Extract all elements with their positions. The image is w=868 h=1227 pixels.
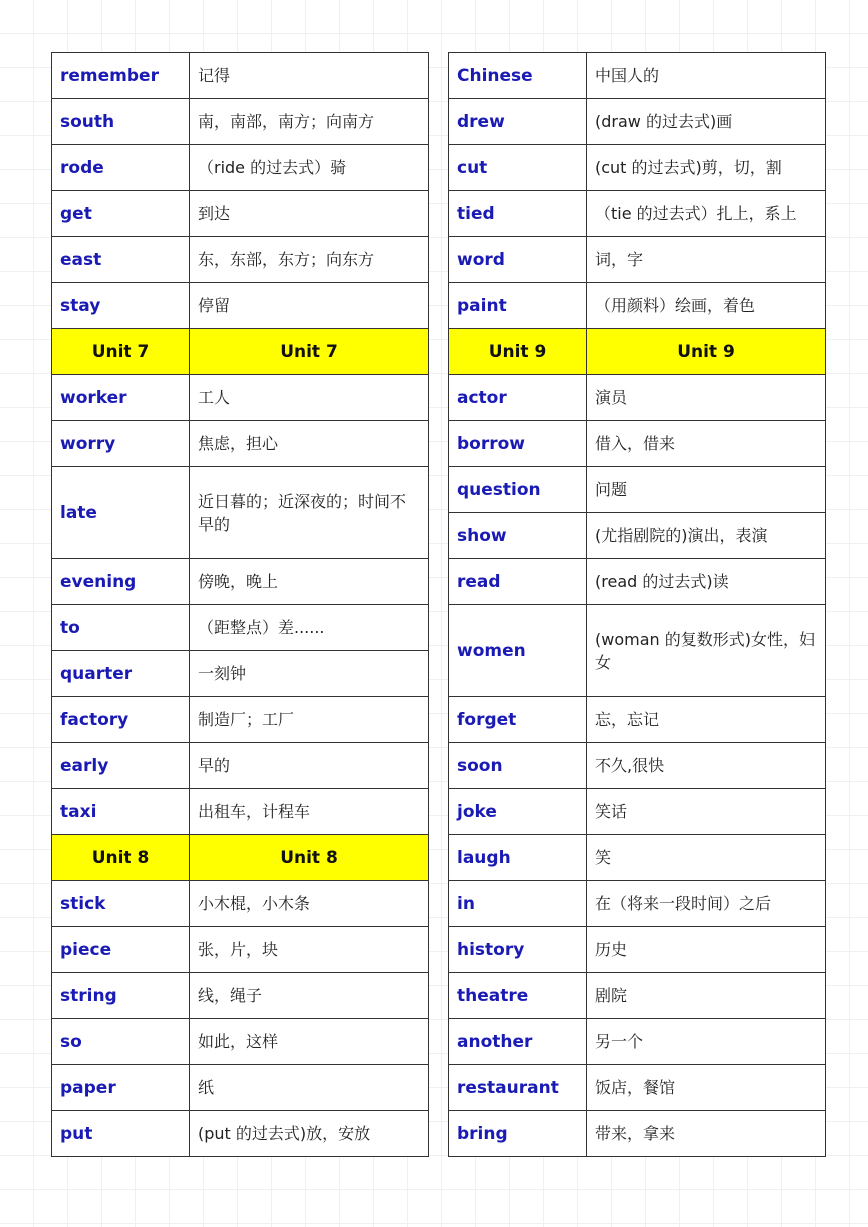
vocab-row	[52, 743, 429, 789]
vocab-row	[52, 1019, 429, 1065]
vocab-word: Chinese	[449, 53, 587, 99]
vocab-row	[52, 697, 429, 743]
vocab-meaning: 记得	[190, 53, 429, 99]
vocab-word: borrow	[449, 421, 587, 467]
vocab-meaning: (read 的过去式)读	[587, 559, 826, 605]
vocab-meaning: 一刻钟	[190, 651, 429, 697]
vocab-meaning: 停留	[190, 283, 429, 329]
vocab-word: worker	[52, 375, 190, 421]
vocab-table-right	[448, 52, 826, 1157]
vocab-word: paper	[52, 1065, 190, 1111]
vocab-meaning: 早的	[190, 743, 429, 789]
vocab-row	[449, 513, 826, 559]
vocab-meaning: 剧院	[587, 973, 826, 1019]
vocab-word: paint	[449, 283, 587, 329]
vocab-word: another	[449, 1019, 587, 1065]
vocab-row	[52, 1111, 429, 1157]
vocab-word: taxi	[52, 789, 190, 835]
vocab-word: evening	[52, 559, 190, 605]
vocab-word: early	[52, 743, 190, 789]
vocab-word: forget	[449, 697, 587, 743]
unit-label: Unit 8	[52, 835, 190, 881]
vocab-row	[52, 145, 429, 191]
vocab-meaning: 傍晚，晚上	[190, 559, 429, 605]
vocab-meaning: 演员	[587, 375, 826, 421]
vocab-row	[52, 237, 429, 283]
vocab-row	[52, 651, 429, 697]
vocab-meaning: 东，东部，东方；向东方	[190, 237, 429, 283]
vocab-meaning: 问题	[587, 467, 826, 513]
vocab-word: in	[449, 881, 587, 927]
vocab-word: bring	[449, 1111, 587, 1157]
vocab-row	[449, 283, 826, 329]
vocab-meaning: 借入，借来	[587, 421, 826, 467]
vocab-row	[52, 605, 429, 651]
vocab-meaning: 忘，忘记	[587, 697, 826, 743]
unit-label: Unit 8	[190, 835, 429, 881]
vocab-word: late	[52, 467, 190, 559]
vocab-row	[52, 191, 429, 237]
vocab-word: east	[52, 237, 190, 283]
vocab-row	[52, 53, 429, 99]
vocab-row	[449, 881, 826, 927]
vocab-meaning: 线，绳子	[190, 973, 429, 1019]
vocab-word: string	[52, 973, 190, 1019]
vocab-row	[449, 237, 826, 283]
vocab-meaning: 到达	[190, 191, 429, 237]
vocab-row	[449, 605, 826, 697]
vocab-row	[52, 973, 429, 1019]
unit-header-row	[52, 329, 429, 375]
vocab-row	[449, 697, 826, 743]
vocab-row	[52, 927, 429, 973]
vocab-meaning: 出租车，计程车	[190, 789, 429, 835]
vocab-word: women	[449, 605, 587, 697]
vocab-meaning: 不久,很快	[587, 743, 826, 789]
unit-label: Unit 7	[52, 329, 190, 375]
vocab-word: read	[449, 559, 587, 605]
vocab-row	[52, 881, 429, 927]
vocab-word: quarter	[52, 651, 190, 697]
vocab-meaning: 纸	[190, 1065, 429, 1111]
vocab-word: cut	[449, 145, 587, 191]
vocab-row	[449, 99, 826, 145]
vocab-meaning: 笑话	[587, 789, 826, 835]
vocab-row	[449, 467, 826, 513]
vocab-row	[52, 559, 429, 605]
vocab-table-left	[51, 52, 429, 1157]
vocab-word: show	[449, 513, 587, 559]
vocab-row	[449, 835, 826, 881]
vocab-row	[52, 1065, 429, 1111]
vocab-word: word	[449, 237, 587, 283]
vocab-meaning: （距整点）差......	[190, 605, 429, 651]
vocab-word: actor	[449, 375, 587, 421]
vocab-word: remember	[52, 53, 190, 99]
vocab-word: laugh	[449, 835, 587, 881]
vocab-meaning: 如此，这样	[190, 1019, 429, 1065]
vocab-meaning: 带来，拿来	[587, 1111, 826, 1157]
vocab-meaning: 词，字	[587, 237, 826, 283]
vocab-row	[52, 421, 429, 467]
unit-label: Unit 7	[190, 329, 429, 375]
vocab-meaning: 南，南部，南方；向南方	[190, 99, 429, 145]
vocab-row	[449, 1111, 826, 1157]
vocab-meaning: 饭店，餐馆	[587, 1065, 826, 1111]
vocab-meaning: 焦虑，担心	[190, 421, 429, 467]
unit-label: Unit 9	[587, 329, 826, 375]
vocab-row	[449, 973, 826, 1019]
vocab-row	[449, 927, 826, 973]
vocab-meaning: (put 的过去式)放，安放	[190, 1111, 429, 1157]
vocab-row	[449, 53, 826, 99]
vocab-meaning: 历史	[587, 927, 826, 973]
vocab-word: piece	[52, 927, 190, 973]
vocab-meaning: 在（将来一段时间）之后	[587, 881, 826, 927]
vocab-meaning: (draw 的过去式)画	[587, 99, 826, 145]
vocab-meaning: 工人	[190, 375, 429, 421]
vocab-meaning: 近日暮的；近深夜的；时间不早的	[190, 467, 429, 559]
vocab-row	[449, 1019, 826, 1065]
vocab-word: soon	[449, 743, 587, 789]
vocab-word: so	[52, 1019, 190, 1065]
vocab-meaning: （tie 的过去式）扎上，系上	[587, 191, 826, 237]
vocab-word: factory	[52, 697, 190, 743]
vocab-meaning: (cut 的过去式)剪，切，割	[587, 145, 826, 191]
vocab-row	[449, 191, 826, 237]
vocab-word: worry	[52, 421, 190, 467]
vocab-word: question	[449, 467, 587, 513]
vocab-word: theatre	[449, 973, 587, 1019]
vocab-row	[52, 467, 429, 559]
vocab-table-left-body	[52, 53, 429, 1157]
vocab-row	[449, 375, 826, 421]
vocab-word: history	[449, 927, 587, 973]
vocab-row	[52, 283, 429, 329]
vocab-meaning: 另一个	[587, 1019, 826, 1065]
vocab-row	[52, 375, 429, 421]
unit-header-row	[449, 329, 826, 375]
vocab-word: south	[52, 99, 190, 145]
vocab-row	[449, 145, 826, 191]
vocab-meaning: 中国人的	[587, 53, 826, 99]
vocab-meaning: 制造厂；工厂	[190, 697, 429, 743]
vocab-word: to	[52, 605, 190, 651]
unit-label: Unit 9	[449, 329, 587, 375]
vocab-meaning: (尤指剧院的)演出，表演	[587, 513, 826, 559]
vocab-meaning: （用颜料）绘画，着色	[587, 283, 826, 329]
unit-header-row	[52, 835, 429, 881]
vocab-word: get	[52, 191, 190, 237]
vocab-row	[449, 743, 826, 789]
vocab-row	[449, 421, 826, 467]
vocab-word: drew	[449, 99, 587, 145]
vocab-word: joke	[449, 789, 587, 835]
vocab-meaning: 笑	[587, 835, 826, 881]
vocab-word: tied	[449, 191, 587, 237]
vocab-word: rode	[52, 145, 190, 191]
vocab-meaning: （ride 的过去式）骑	[190, 145, 429, 191]
vocab-row	[52, 99, 429, 145]
vocab-meaning: (woman 的复数形式)女性，妇女	[587, 605, 826, 697]
vocab-row	[449, 1065, 826, 1111]
vocab-row	[449, 559, 826, 605]
vocab-word: stick	[52, 881, 190, 927]
vocab-table-right-body	[449, 53, 826, 1157]
vocab-word: restaurant	[449, 1065, 587, 1111]
vocab-meaning: 张，片，块	[190, 927, 429, 973]
vocab-meaning: 小木棍，小木条	[190, 881, 429, 927]
vocab-row	[449, 789, 826, 835]
vocab-word: stay	[52, 283, 190, 329]
vocab-row	[52, 789, 429, 835]
vocab-word: put	[52, 1111, 190, 1157]
